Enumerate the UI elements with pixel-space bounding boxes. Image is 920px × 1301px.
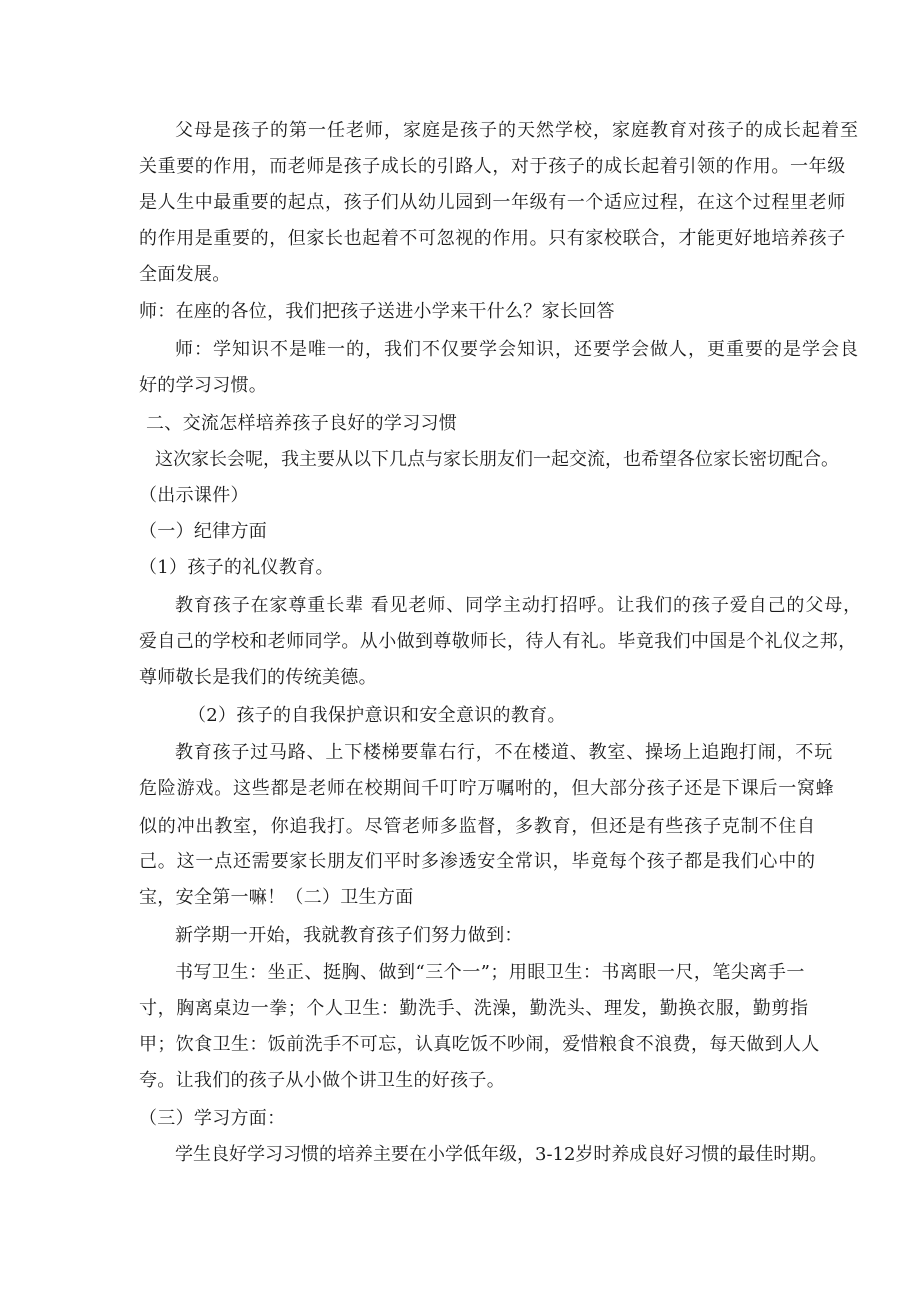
paragraph-line: 新学期一开始，我就教育孩子们努力做到： xyxy=(175,925,523,946)
paragraph-line: 己。这一点还需要家长朋友们平时多渗透安全常识，毕竟每个孩子都是我们心中的 xyxy=(139,851,816,872)
paragraph-line: 的作用是重要的，但家长也起着不可忽视的作用。只有家校联合，才能更好地培养孩子 xyxy=(139,228,846,249)
paragraph-line: 尊师敬长是我们的传统美德。 xyxy=(139,667,377,688)
paragraph-line: 危险游戏。这些都是老师在校期间千叮咛万嘱咐的，但大部分孩子还是下课后一窝蜂 xyxy=(139,778,835,799)
paragraph-line: 师：学知识不是唯一的，我们不仅要学会知识，还要学会做人，更重要的是学会良 xyxy=(175,339,859,360)
paragraph-line: 关重要的作用，而老师是孩子成长的引路人，对于孩子的成长起着引领的作用。一年级 xyxy=(139,156,846,177)
section-heading: 二、交流怎样培养孩子良好的学习习惯 xyxy=(146,413,458,434)
subsection-heading: （一）纪律方面 xyxy=(139,521,268,542)
paragraph-line: 这次家长会呢，我主要从以下几点与家长朋友们一起交流，也希望各位家长密切配合。 xyxy=(155,449,839,470)
subsection-heading: （三）学习方面： xyxy=(139,1108,286,1129)
paragraph-line: （出示课件） xyxy=(139,485,249,506)
subsection-heading: （2）孩子的自我保护意识和安全意识的教育。 xyxy=(188,705,566,726)
paragraph-line: 夸。让我们的孩子从小做个讲卫生的好孩子。 xyxy=(139,1070,505,1091)
paragraph-line: 师：在座的各位，我们把孩子送进小学来干什么？家长回答 xyxy=(139,301,615,322)
paragraph-line: 教育孩子在家尊重长辈 看见老师、同学主动打招呼。让我们的孩子爱自己的父母， xyxy=(175,595,863,616)
paragraph-line: 全面发展。 xyxy=(139,264,231,285)
paragraph-line: 甲；饮食卫生：饭前洗手不可忘，认真吃饭不吵闹，爱惜粮食不浪费，每天做到人人 xyxy=(139,1034,820,1055)
paragraph-line: 学生良好学习习惯的培养主要在小学低年级，3-12岁时养成良好习惯的最佳时期。 xyxy=(175,1144,828,1165)
paragraph-line: 是人生中最重要的起点，孩子们从幼儿园到一年级有一个适应过程，在这个过程里老师 xyxy=(139,192,846,213)
paragraph-line: 父母是孩子的第一任老师，家庭是孩子的天然学校，家庭教育对孩子的成长起着至 xyxy=(175,120,859,141)
paragraph-line: 宝，安全第一嘛！（二）卫生方面 xyxy=(139,887,414,908)
paragraph-line: 爱自己的学校和老师同学。从小做到尊敬师长，待人有礼。毕竟我们中国是个礼仪之邦， xyxy=(139,631,857,652)
paragraph-line: 教育孩子过马路、上下楼梯要靠右行，不在楼道、教室、操场上追跑打闹，不玩 xyxy=(175,742,833,763)
paragraph-line: 似的冲出教室，你追我打。尽管老师多监督，多教育，但还是有些孩子克制不住自 xyxy=(139,816,816,837)
paragraph-line: 书写卫生：坐正、挺胸、做到“三个一”；用眼卫生：书离眼一尺，笔尖离手一 xyxy=(175,962,805,983)
paragraph-line: 寸，胸离桌边一拳；个人卫生：勤洗手、洗澡，勤洗头、理发，勤换衣服，勤剪指 xyxy=(139,998,809,1019)
paragraph-line: 好的学习习惯。 xyxy=(139,375,268,396)
subsection-heading: （1）孩子的礼仪教育。 xyxy=(139,557,334,578)
